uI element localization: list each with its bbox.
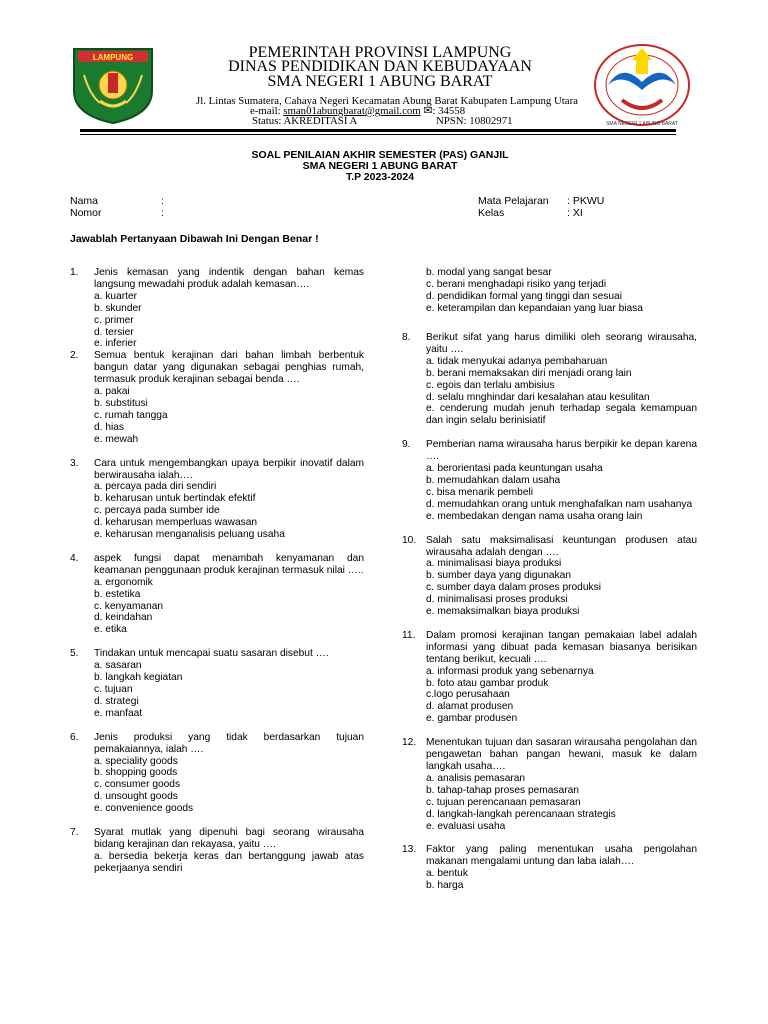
instruction: Jawablah Pertanyaan Dibawah Ini Dengan Benar ! [70,233,319,245]
answer-option: a. kuarter [94,290,138,302]
answer-option: b. langkah kegiatan [94,672,183,684]
question-7-continued [402,267,697,315]
answer-option: c. kenyamanan [94,600,164,612]
questions-left-column [70,267,364,875]
kelas-value: : XI [567,207,583,219]
answer-option: d. keindahan [94,612,153,624]
answer-option: e. inferier [94,338,137,350]
question-7 [402,267,697,315]
question-number: 6. [70,731,79,743]
answer-option: a. informasi produk yang sebenarnya [426,665,594,677]
mapel-label: Mata Pelajaran [478,195,549,207]
answer-option: d. strategi [94,695,139,707]
answer-option: d. keharusan memperluas wawasan [94,517,258,529]
answer-option: e. keterampilan dan kepandaian yang luar biasa [426,302,643,314]
answer-option: b. substitusi [94,397,148,409]
email-link[interactable]: sman01abungbarat@gmail.com [283,105,421,117]
answer-option: d. pendidikan formal yang tinggi dan sesuai [426,290,622,302]
answer-option: b. memudahkan dalam usaha [426,474,561,486]
mail-icon: ✉ [423,105,433,117]
kelas-label: Kelas [478,207,505,219]
nomor-colon: : [161,207,164,219]
email-label: e-mail: [250,105,281,117]
lampung-emblem-icon [70,45,156,125]
answer-option: b. tahap-tahap proses pemasaran [426,784,579,796]
answer-option: c. sumber daya dalam proses produksi [426,582,601,594]
answer-option: d. unsought goods [94,791,178,803]
answer-option: e. cenderung mudah jenuh terhadap segala kemampuan dan ingin selalu berinisiatif [426,403,697,427]
question-6 [70,732,364,815]
question-stem: Berikut sifat yang harus dimiliki oleh seorang wirausaha, yaitu …. [426,332,697,355]
question-stem: Menentukan tujuan dan sasaran wirausaha pengolahan dan pengawetan bahan pangan hewani, masuk ke dalam langkah usaha…. [426,737,697,772]
exam-title: SOAL PENILAIAN AKHIR SEMESTER (PAS) GANJIL [251,149,509,161]
questions-right-column [402,332,697,892]
answer-option: a. analisis pemasaran [426,772,526,784]
letterhead-status: Status: AKREDITASI A [252,115,358,127]
answer-option: c. tujuan [94,684,133,695]
answer-option: b. skunder [94,302,142,314]
answer-option: e. etika [94,624,127,636]
answer-option: b. foto atau gambar produk [426,677,549,689]
answer-option: d. minimalisasi proses produksi [426,594,568,606]
question-4 [70,553,364,636]
question-number: 2. [70,350,79,362]
answer-option: d. alamat produsen [426,701,514,713]
answer-option: c. rumah tangga [94,409,168,421]
answer-option: b. berani memaksakan diri menjadi orang lain [426,367,632,379]
answer-option: b. harga [426,880,464,892]
question-stem: Salah satu maksimalisasi keuntungan produsen atau wirausaha adalah dengan …. [426,534,697,558]
answer-option: a. bentuk [426,868,468,880]
question-number: 3. [70,457,79,469]
answer-option: d. tersier [94,326,134,338]
answer-option: c. berani menghadapi risiko yang terjadi [426,278,607,290]
answer-option: c. tujuan perencanaan pemasaran [426,796,581,808]
question-8 [402,332,697,427]
question-number: 10. [402,534,417,546]
letterhead-province: PEMERINTAH PROVINSI LAMPUNG [248,44,512,61]
lampung-logo-text: LAMPUNG [92,53,134,62]
answer-option: b. keharusan untuk bertindak efektif [94,493,256,505]
question-11 [402,630,697,725]
question-stem: Dalam promosi kerajinan tangan pemakaian label adalah informasi yang dibuat pada kemasan biasanya berisikan tentang berikut, kecuali …. [426,629,697,665]
answer-option: d. memudahkan orang untuk menghafalkan nam usahanya [426,498,693,510]
answer-option: b. estetika [94,588,141,600]
nama-colon: : [161,195,164,207]
answer-option: e. membedakan dengan nama usaha orang lain [426,510,643,522]
answer-option: e. evaluasi usaha [426,820,506,832]
answer-option: a. sasaran [94,660,142,672]
answer-option: b. shopping goods [94,767,178,779]
answer-option: a. speciality goods [94,755,178,767]
answer-option: c. consumer goods [94,779,181,791]
school-logo-text: SMA NEGERI 1 ABUNG BARAT [606,121,678,127]
question-13 [402,844,697,892]
answer-option: e. mewah [94,433,139,445]
question-stem: Jenis produksi yang tidak berdasarkan tujuan pemakaiannya, ialah …. [94,731,364,755]
letterhead-rule [80,129,676,132]
answer-option: d. hias [94,421,125,433]
question-number: 7. [70,827,79,839]
question-10 [402,535,697,618]
answer-option: b. sumber daya yang digunakan [426,570,571,582]
question-stem: Syarat mutlak yang dipenuhi bagi seorang wirausaha bidang kerajinan dan rekayasa, yaitu …. [94,827,364,850]
question-1 [70,267,364,350]
answer-option: c. primer [94,314,134,326]
answer-option: c. egois dan terlalu ambisius [426,379,555,391]
question-stem: Tindakan untuk mencapai suatu sasaran disebut …. [94,648,329,660]
question-stem: Faktor yang paling menentukan usaha pengolahan makanan mengalami untung dan laba ialah…. [426,844,697,868]
letterhead-department: DINAS PENDIDIKAN DAN KEBUDAYAAN [228,58,532,75]
question-7 [70,827,364,875]
question-number: 4. [70,552,79,564]
answer-option: a. ergonomik [94,576,153,588]
answer-option: c. percaya pada sumber ide [94,505,220,517]
question-stem: aspek fungsi dapat menambah kenyamanan dan keamanan penggunaan produk kerajinan termasuk nilai ….. [94,552,364,576]
letterhead-npsn: NPSN: 10802971 [436,115,513,127]
question-2 [70,350,364,445]
question-stem: Semua bentuk kerajinan dari bahan limbah berbentuk bangun datar yang digunakan sebagai penghias rumah, termasuk produk kerajinan sebagai benda …. [94,350,364,386]
nama-label: Nama [70,195,99,207]
exam-year: T.P 2023-2024 [345,171,415,183]
answer-option: e. gambar produsen [426,713,518,725]
question-number: 5. [70,648,79,660]
answer-option: a. minimalisasi biaya produksi [426,558,562,570]
question-5 [70,648,364,719]
answer-option: e. memaksimalkan biaya produksi [426,606,580,618]
letterhead-address: Jl. Lintas Sumatera, Cahaya Negeri Kecamatan Abung Barat Kabupaten Lampung Utara [196,95,578,107]
question-stem: Jenis kemasan yang indentik dengan bahan kemas langsung mewadahi produk adalah kemasan…. [94,267,364,290]
question-9 [402,439,697,522]
question-number: 1. [70,267,79,278]
answer-option: c. bisa menarik pembeli [426,486,534,498]
answer-option: a. percaya pada diri sendiri [94,481,217,493]
answer-option: a. pakai [94,386,130,398]
answer-option: e. manfaat [94,707,143,719]
mapel-value: : PKWU [567,195,605,207]
question-number: 11. [402,629,416,641]
question-number: 9. [402,439,411,451]
answer-option: e. convenience goods [94,803,194,815]
question-number: 8. [402,332,411,343]
letterhead-contact: e-mail: sman01abungbarat@gmail.com ✉: 34558 [250,105,466,117]
letterhead-rule-thin [80,134,676,135]
answer-option: a. tidak menyukai adanya pembaharuan [426,355,608,367]
question-3 [70,458,364,541]
answer-option: c.logo perusahaan [426,689,510,701]
postal-code: 34558 [438,105,466,117]
answer-option: d. langkah-langkah perencanaan strategis [426,808,616,820]
question-number: 13. [402,844,417,856]
nomor-label: Nomor [70,207,102,219]
question-12 [402,737,697,832]
exam-school: SMA NEGERI 1 ABUNG BARAT [302,160,458,172]
answer-option: d. selalu mnghindar dari kesalahan atau kesulitan [426,391,650,403]
question-stem: Pemberian nama wirausaha harus berpikir ke depan karena …. [426,439,697,463]
answer-option: b. modal yang sangat besar [426,267,552,278]
answer-option: e. keharusan menganalisis peluang usaha [94,529,285,541]
letterhead-school-name: SMA NEGERI 1 ABUNG BARAT [267,73,493,90]
question-stem: Cara untuk mengembangkan upaya berpikir inovatif dalam berwirausaha ialah…. [94,457,364,481]
question-number: 12. [402,737,417,749]
school-emblem-icon [592,42,692,128]
answer-option: a. berorientasi pada keuntungan usaha [426,463,603,475]
answer-option: a. bersedia bekerja keras dan bertanggung jawab atas pekerjaanya sendiri [94,850,364,874]
